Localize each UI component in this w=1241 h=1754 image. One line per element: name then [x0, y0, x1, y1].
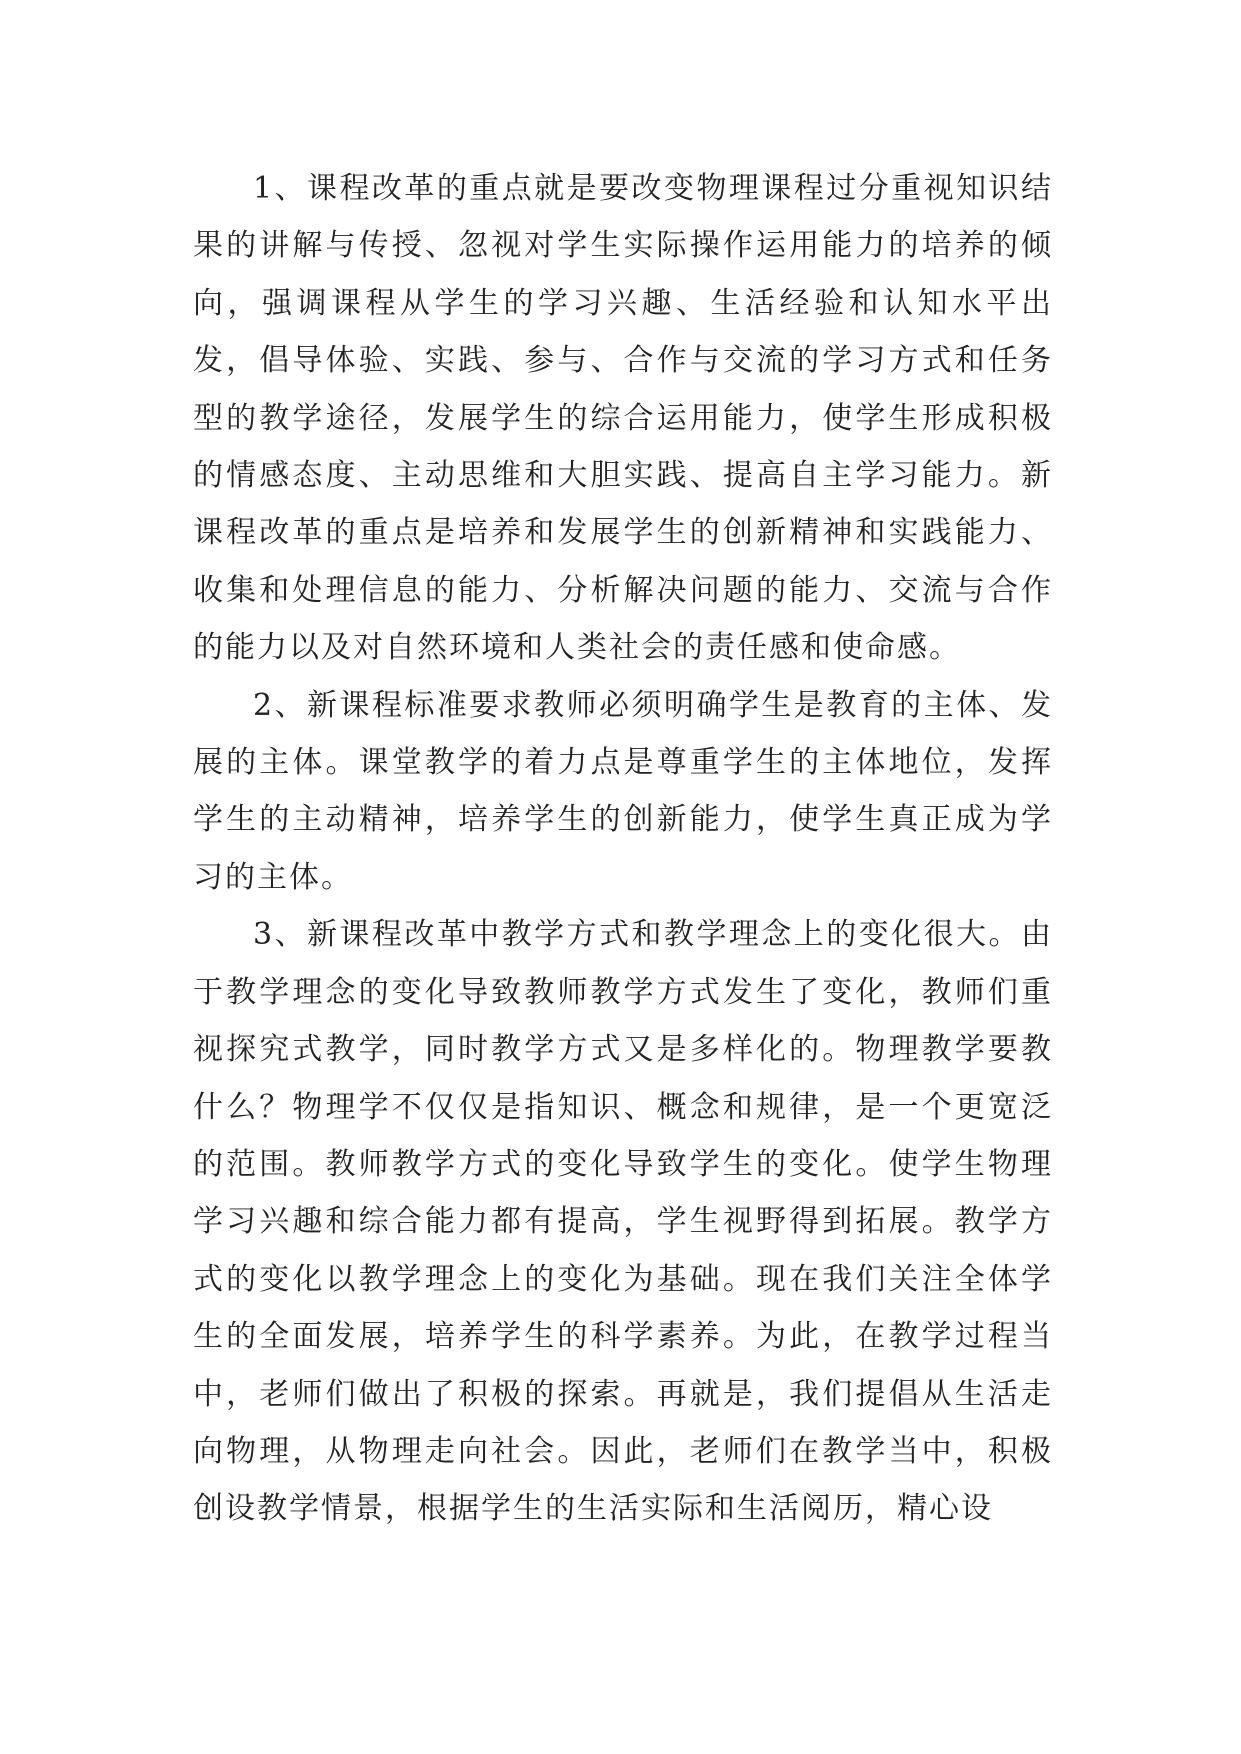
- paragraph-2: 2、新课程标准要求教师必须明确学生是教育的主体、发展的主体。课堂教学的着力点是尊重学生的主体地位，发挥学生的主动精神，培养学生的创新能力，使学生真正成为学习的主体。: [193, 687, 1053, 895]
- document-body: [193, 160, 1053, 1538]
- paragraph-3: 3、新课程改革中教学方式和教学理念上的变化很大。由于教学理念的变化导致教师教学方式发生了变化，教师们重视探究式教学，同时教学方式又是多样化的。物理教学要教什么？物理学不仅仅是指知识、概念和规律，是一个更宽泛的范围。教师教学方式的变化导致学生的变化。使学生物理学习兴趣和综合能力都有提高，学生视野得到拓展。教学方式的变化以教学理念上的变化为基础。现在我们关注全体学生的全面发展，培养学生的科学素养。为此，在教学过程当中，老师们做出了积极的探索。再就是，我们提倡从生活走向物理，从物理走向社会。因此，老师们在教学当中，积极创设教学情景，根据学生的生活实际和生活阅历，精心设: [193, 917, 1053, 1527]
- paragraph-1: 1、课程改革的重点就是要改变物理课程过分重视知识结果的讲解与传授、忽视对学生实际操作运用能力的培养的倾向，强调课程从学生的学习兴趣、生活经验和认知水平出发，倡导体验、实践、参与、合作与交流的学习方式和任务型的教学途径，发展学生的综合运用能力，使学生形成积极的情感态度、主动思维和大胆实践、提高自主学习能力。新课程改革的重点是培养和发展学生的创新精神和实践能力、收集和处理信息的能力、分析解决问题的能力、交流与合作的能力以及对自然环境和人类社会的责任感和使命感。: [193, 171, 1053, 666]
